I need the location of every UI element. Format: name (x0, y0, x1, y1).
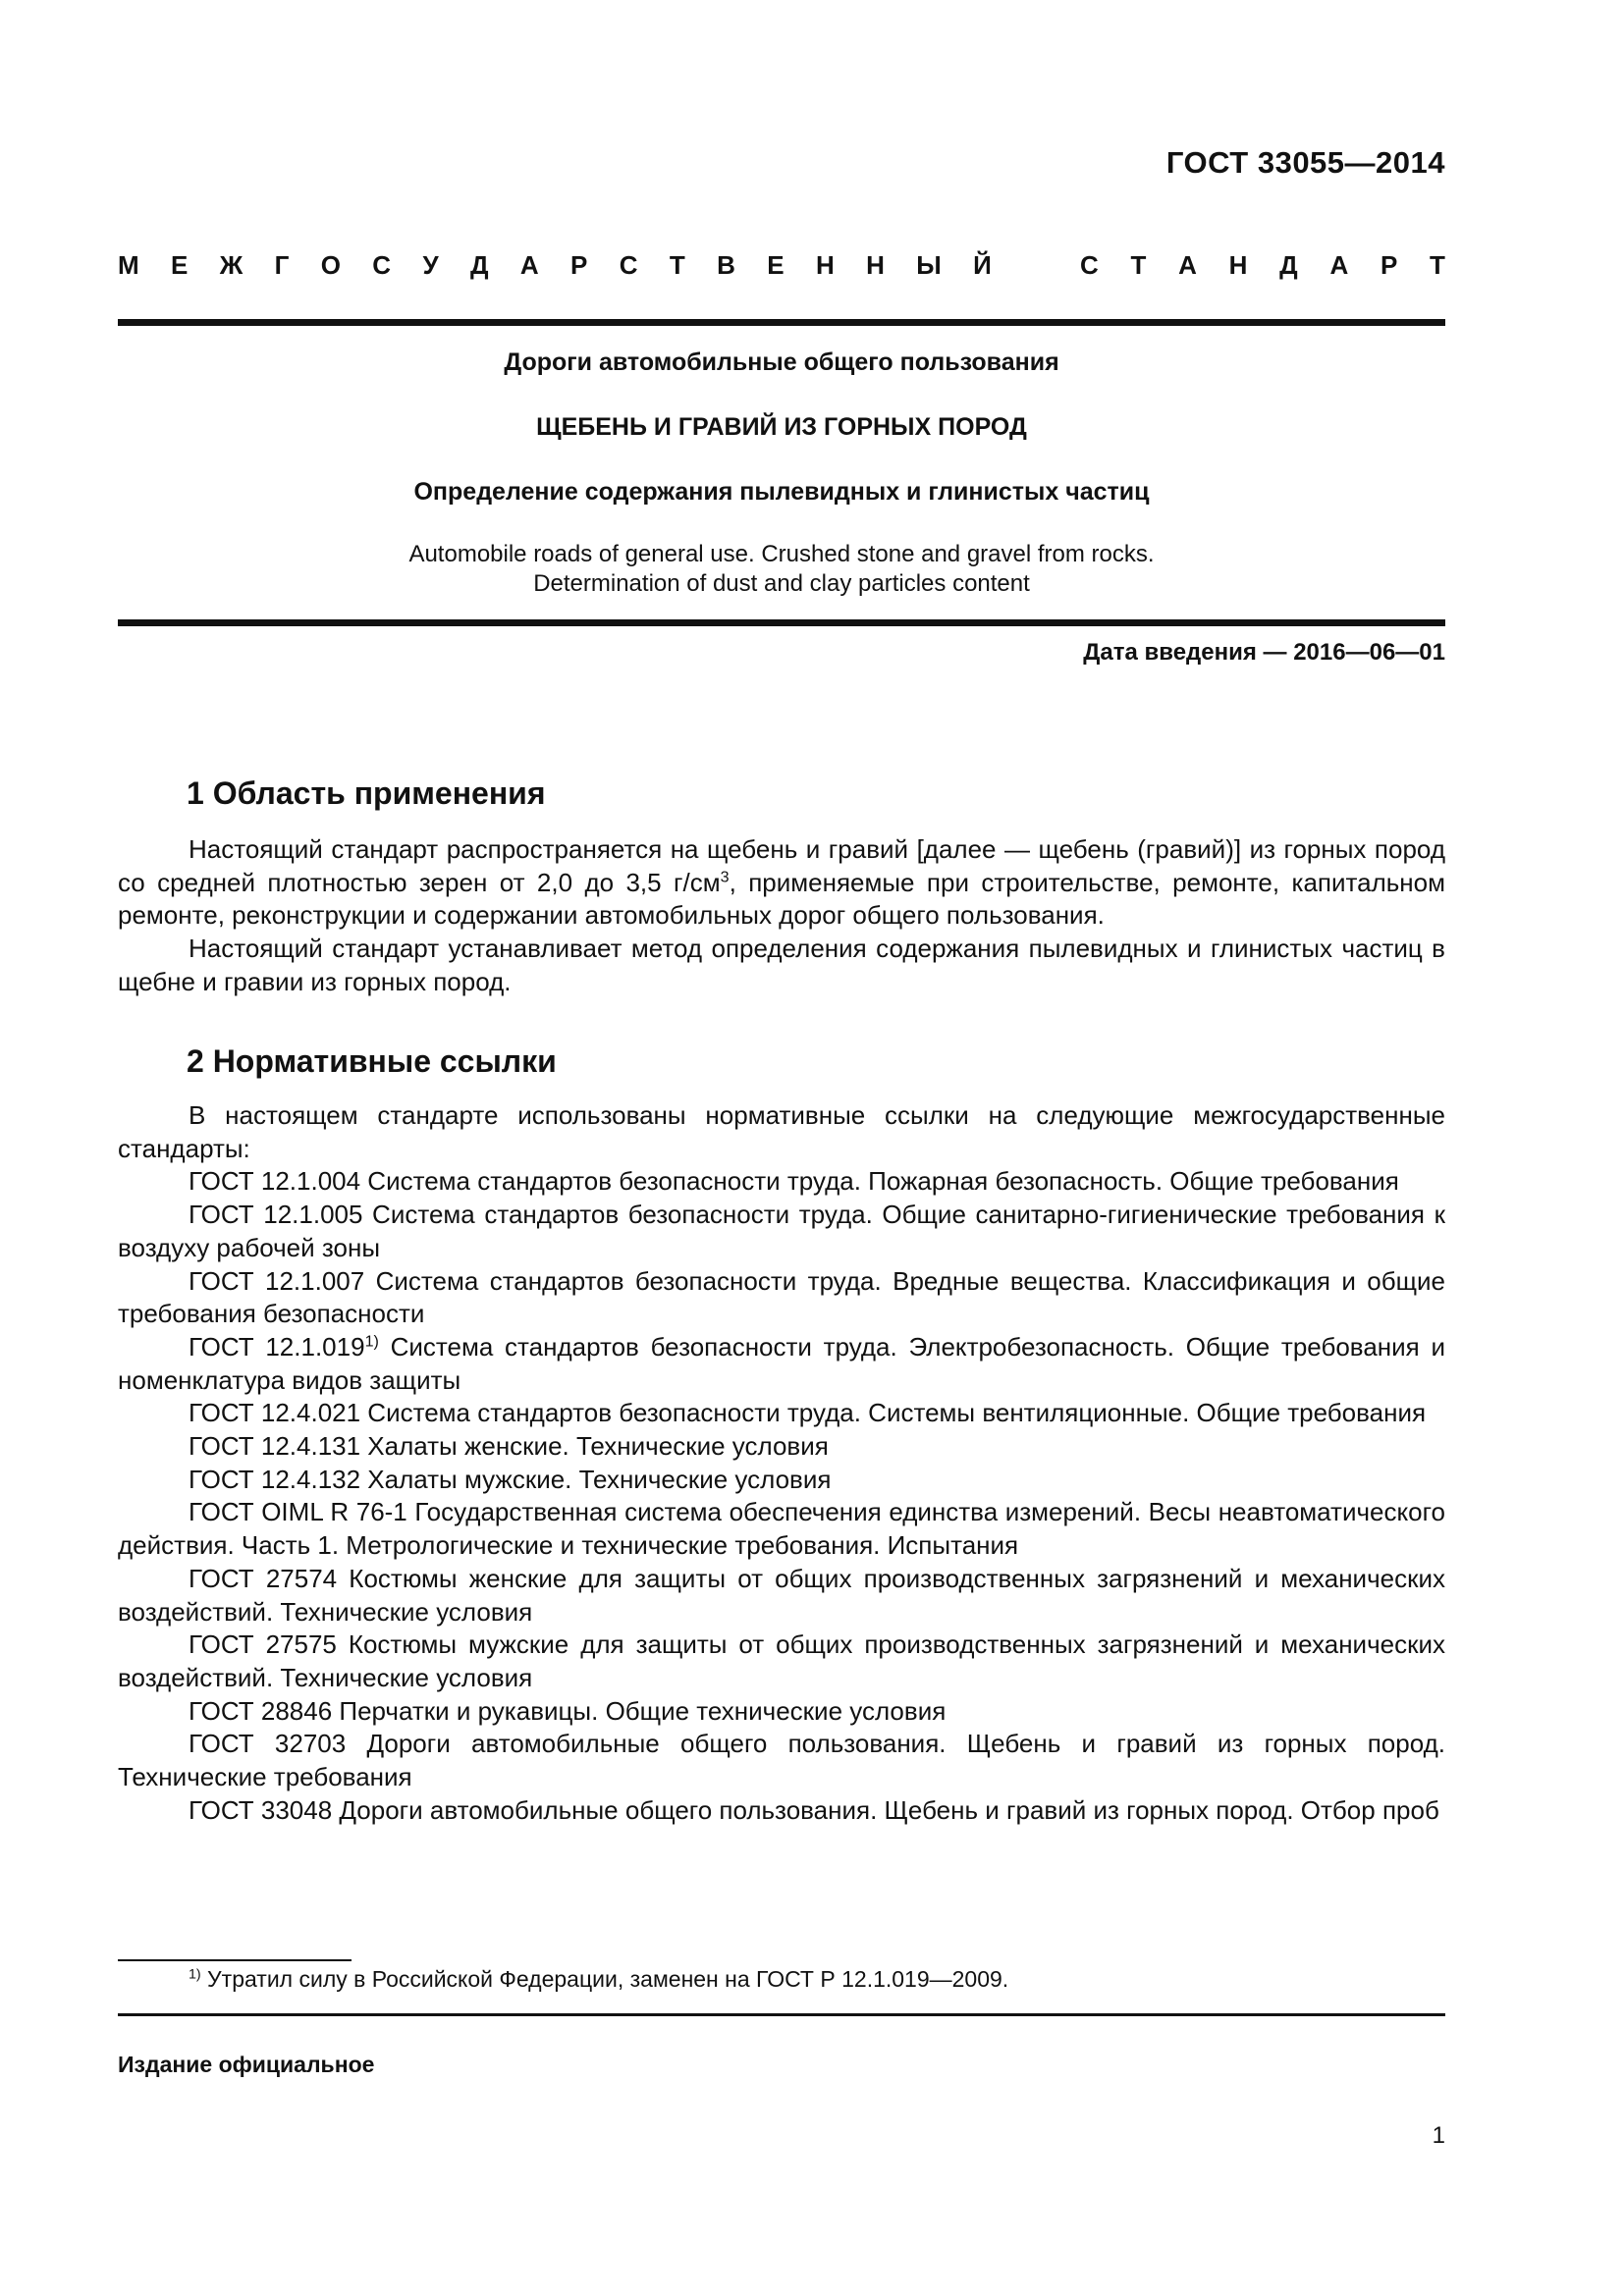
banner-letter: Д (469, 250, 489, 280)
page-number: 1 (1432, 2122, 1445, 2149)
english-title-line-2: Determination of dust and clay particles content (533, 570, 1030, 597)
title-line-2: ЩЕБЕНЬ И ГРАВИЙ ИЗ ГОРНЫХ ПОРОД (536, 413, 1027, 441)
gost-code: ГОСТ 33055—2014 (1165, 145, 1445, 180)
banner-letter: В (717, 250, 735, 280)
section-1-body (118, 833, 1445, 999)
banner-letter: Ы (916, 250, 942, 280)
superscript: 3 (720, 868, 730, 886)
footer-rule (118, 2013, 1445, 2016)
banner-letter: Т (1130, 250, 1147, 280)
reference-item: ГОСТ 12.1.005 Система стандартов безопасности труда. Общие санитарно-гигиенические требования к воздуху рабочей зоны (118, 1200, 1445, 1262)
banner-letter: Т (1430, 250, 1445, 280)
reference-item: ГОСТ 33048 Дороги автомобильные общего пользования. Щебень и гравий из горных пород. Отбор проб (189, 1794, 1439, 1825)
section-2-body (118, 1099, 1445, 1827)
banner-letter: С (619, 250, 638, 280)
section-1-heading: 1 Область применения (187, 775, 546, 811)
banner-letter: А (1178, 250, 1197, 280)
reference-item: ГОСТ 12.1.019$^{1)}$ Система стандартов безопасности труда. Электробезопасность. Общие требования и номенклатура видов защиты (118, 1331, 1445, 1395)
section-2-intro: В настоящем стандарте использованы нормативные ссылки на следующие межгосударственные стандарты: (118, 1100, 1445, 1163)
banner-letter: М (118, 250, 139, 280)
section-1-paragraph-2: Настоящий стандарт устанавливает метод определения содержания пылевидных и глинистых частиц в щебне и гравии из горных пород. (118, 934, 1445, 996)
banner-letter: Д (1279, 250, 1298, 280)
banner-letter: А (519, 250, 539, 280)
banner-letter: Н (866, 250, 885, 280)
banner-letter: Т (669, 250, 685, 280)
banner-letter: Р (570, 250, 588, 280)
title-line-3: Определение содержания пылевидных и глинистых частиц (413, 478, 1150, 506)
footnote: $^{1)}$ Утратил силу в Российской Федерации, заменен на ГОСТ Р 12.1.019—2009. (189, 1966, 1009, 1992)
footnote-separator (118, 1959, 352, 1961)
reference-item: ГОСТ 12.4.021 Система стандартов безопасности труда. Системы вентиляционные. Общие требования (189, 1398, 1427, 1428)
reference-item: ГОСТ 12.1.004 Система стандартов безопасности труда. Пожарная безопасность. Общие требования (189, 1166, 1399, 1197)
reference-item: ГОСТ 32703 Дороги автомобильные общего пользования. Щебень и гравий из горных пород. Технические требования (118, 1729, 1445, 1792)
top-rule (118, 319, 1445, 326)
banner-letter: Г (274, 250, 290, 280)
interstate-standard-banner (118, 250, 1445, 281)
banner-letter: Н (1228, 250, 1248, 280)
banner-letter: У (422, 250, 439, 280)
banner-letter: Е (171, 250, 189, 280)
reference-item: ГОСТ 12.1.007 Система стандартов безопасности труда. Вредные вещества. Классификация и общие требования безопасности (118, 1265, 1445, 1329)
banner-letter: С (372, 250, 392, 280)
reference-item: ГОСТ 12.4.131 Халаты женские. Технические условия (189, 1431, 829, 1462)
banner-letter: Ж (219, 250, 244, 280)
banner-letter: С (1080, 250, 1099, 280)
introduction-date: Дата введения — 2016—06—01 (1083, 639, 1445, 666)
document-page (118, 0, 1445, 2296)
reference-item: ГОСТ 27574 Костюмы женские для защиты от общих производственных загрязнений и механических воздействий. Технические условия (118, 1563, 1445, 1627)
banner-letter: Р (1380, 250, 1398, 280)
footnote-marker: 1) (189, 1966, 201, 1983)
reference-item: ГОСТ OIML R 76-1 Государственная система обеспечения единства измерений. Весы неавтоматического действия. Часть 1. Метрологические и технические требования. Испытания (118, 1497, 1445, 1561)
english-title-line-1: Automobile roads of general use. Crushed stone and gravel from rocks. (408, 541, 1155, 567)
banner-letter: Й (973, 250, 992, 280)
banner-letter: А (1329, 250, 1349, 280)
reference-item: ГОСТ 27575 Костюмы мужские для защиты от общих производственных загрязнений и механических воздействий. Технические условия (118, 1629, 1445, 1692)
standard-word (1080, 250, 1445, 281)
section-1-paragraph-1: Настоящий стандарт распространяется на щебень и гравий [далее — щебень (гравий)] из горных пород со средней плотностью зерен от 2,0 до 3,5 $г/см^3$, применяемые при строительстве, ремонте, капитальном ремонте, реконструкции и содержании автомобильных дорог общего пользования. (118, 834, 1445, 931)
official-edition-label: Издание официальное (118, 2052, 375, 2077)
interstate-word (118, 250, 992, 281)
banner-letter: Е (767, 250, 785, 280)
reference-item: ГОСТ 12.4.132 Халаты мужские. Технические условия (189, 1464, 832, 1494)
title-bottom-rule (118, 619, 1445, 626)
reference-item: ГОСТ 28846 Перчатки и рукавицы. Общие технические условия (189, 1695, 947, 1726)
banner-letter: О (320, 250, 341, 280)
section-2-heading: 2 Нормативные ссылки (187, 1043, 557, 1079)
footnote-reference: 1) (364, 1332, 379, 1351)
title-line-1: Дороги автомобильные общего пользования (504, 348, 1059, 376)
banner-letter: Н (815, 250, 835, 280)
